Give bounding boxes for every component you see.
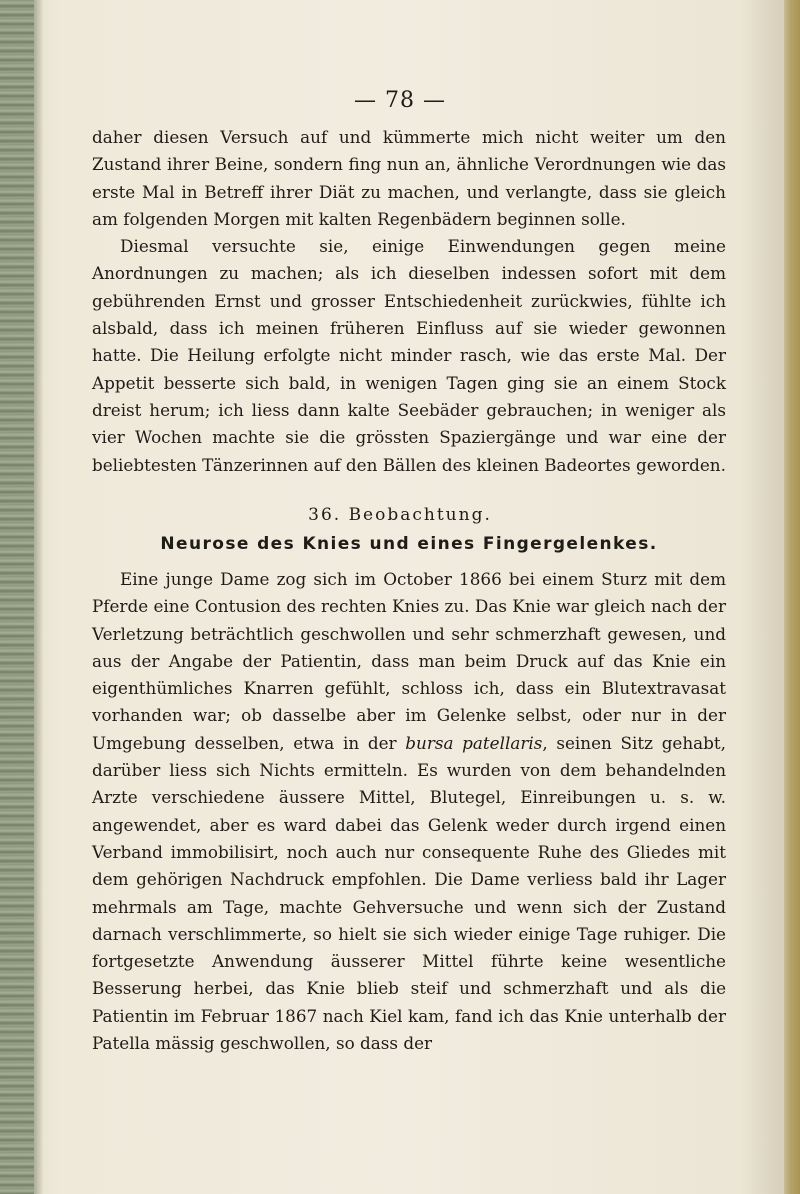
text-block-bottom [92,566,726,1057]
paragraph-1: daher diesen Versuch auf und kümmerte mich nicht weiter um den Zustand ihrer Beine, sondern fing nun an, ähnliche Verordnungen wie das erste Mal in Betreff ihrer Diät zu machen, und verlangte, dass sie gleich am folgenden Morgen mit kalten Regenbädern beginnen solle. [92,127,726,229]
page-edge [784,0,800,1194]
section-heading: Neurose des Knies und eines Fingergelenkes. [160,534,658,554]
book-binding-edge [0,0,34,1194]
italic-term: bursa patellaris [405,732,543,753]
page-number: — 78 — [354,88,446,113]
paragraph-3-part-b: , seinen Sitz gehabt, darüber liess sich Nichts ermitteln. Es wurden von dem behandelnden Arzte verschiedene äussere Mittel, Blutegel, Einreibungen u. s. w. angewendet, aber es ward dabei das Gelenk weder durch irgend einen Verband immobilisirt, noch auch nur consequente Ruhe des Gliedes mit dem gehörigen Nachdruck empfohlen. Die Dame verliess bald ihr Lager mehrmals am Tage, machte Gehversuche und wenn sich der Zustand darnach verschlimmerte, so hielt sie sich wieder einige Tage ruhiger. Die fortgesetzte Anwendung äusserer Mittel führte keine wesentliche Besserung herbei, das Knie blieb steif und schmerzhaft und als die Patientin im Februar 1867 nach Kiel kam, fand ich das Knie unterhalb der Patella mässig geschwollen, so dass der [92,732,726,1054]
paragraph-2: Diesmal versuchte sie, einige Einwendungen gegen meine Anordnungen zu machen; als ich dieselben indessen sofort mit dem gebührenden Ernst und grosser Entschiedenheit zurückwies, fühlte ich alsbald, dass ich meinen früheren Einfluss auf sie wieder gewonnen hatte. Die Heilung erfolgte nicht minder rasch, wie das erste Mal. Der Appetit besserte sich bald, in wenigen Tagen ging sie an einem Stock dreist herum; ich liess dann kalte Seebäder gebrauchen; in weniger als vier Wochen machte sie die grössten Spaziergänge und war eine der beliebtesten Tänzerinnen auf den Bällen des kleinen Badeortes geworden. [92,236,726,475]
text-block-top [92,124,726,479]
paragraph-3-part-a: Eine junge Dame zog sich im October 1866 bei einem Sturz mit dem Pferde eine Contusion des rechten Knies zu. Das Knie war gleich nach der Verletzung beträchtlich geschwollen und sehr schmerzhaft gewesen, und aus der Angabe der Patientin, dass man beim Druck auf das Knie ein eigenthümliches Knarren gefühlt, schloss ich, dass ein Blutextravasat vorhanden war; ob dasselbe aber im Gelenke selbst, oder nur in der Umgebung desselben, etwa in der [92,569,726,753]
paragraph-3 [92,566,726,1057]
observation-number: 36. Beobachtung. [308,505,492,525]
